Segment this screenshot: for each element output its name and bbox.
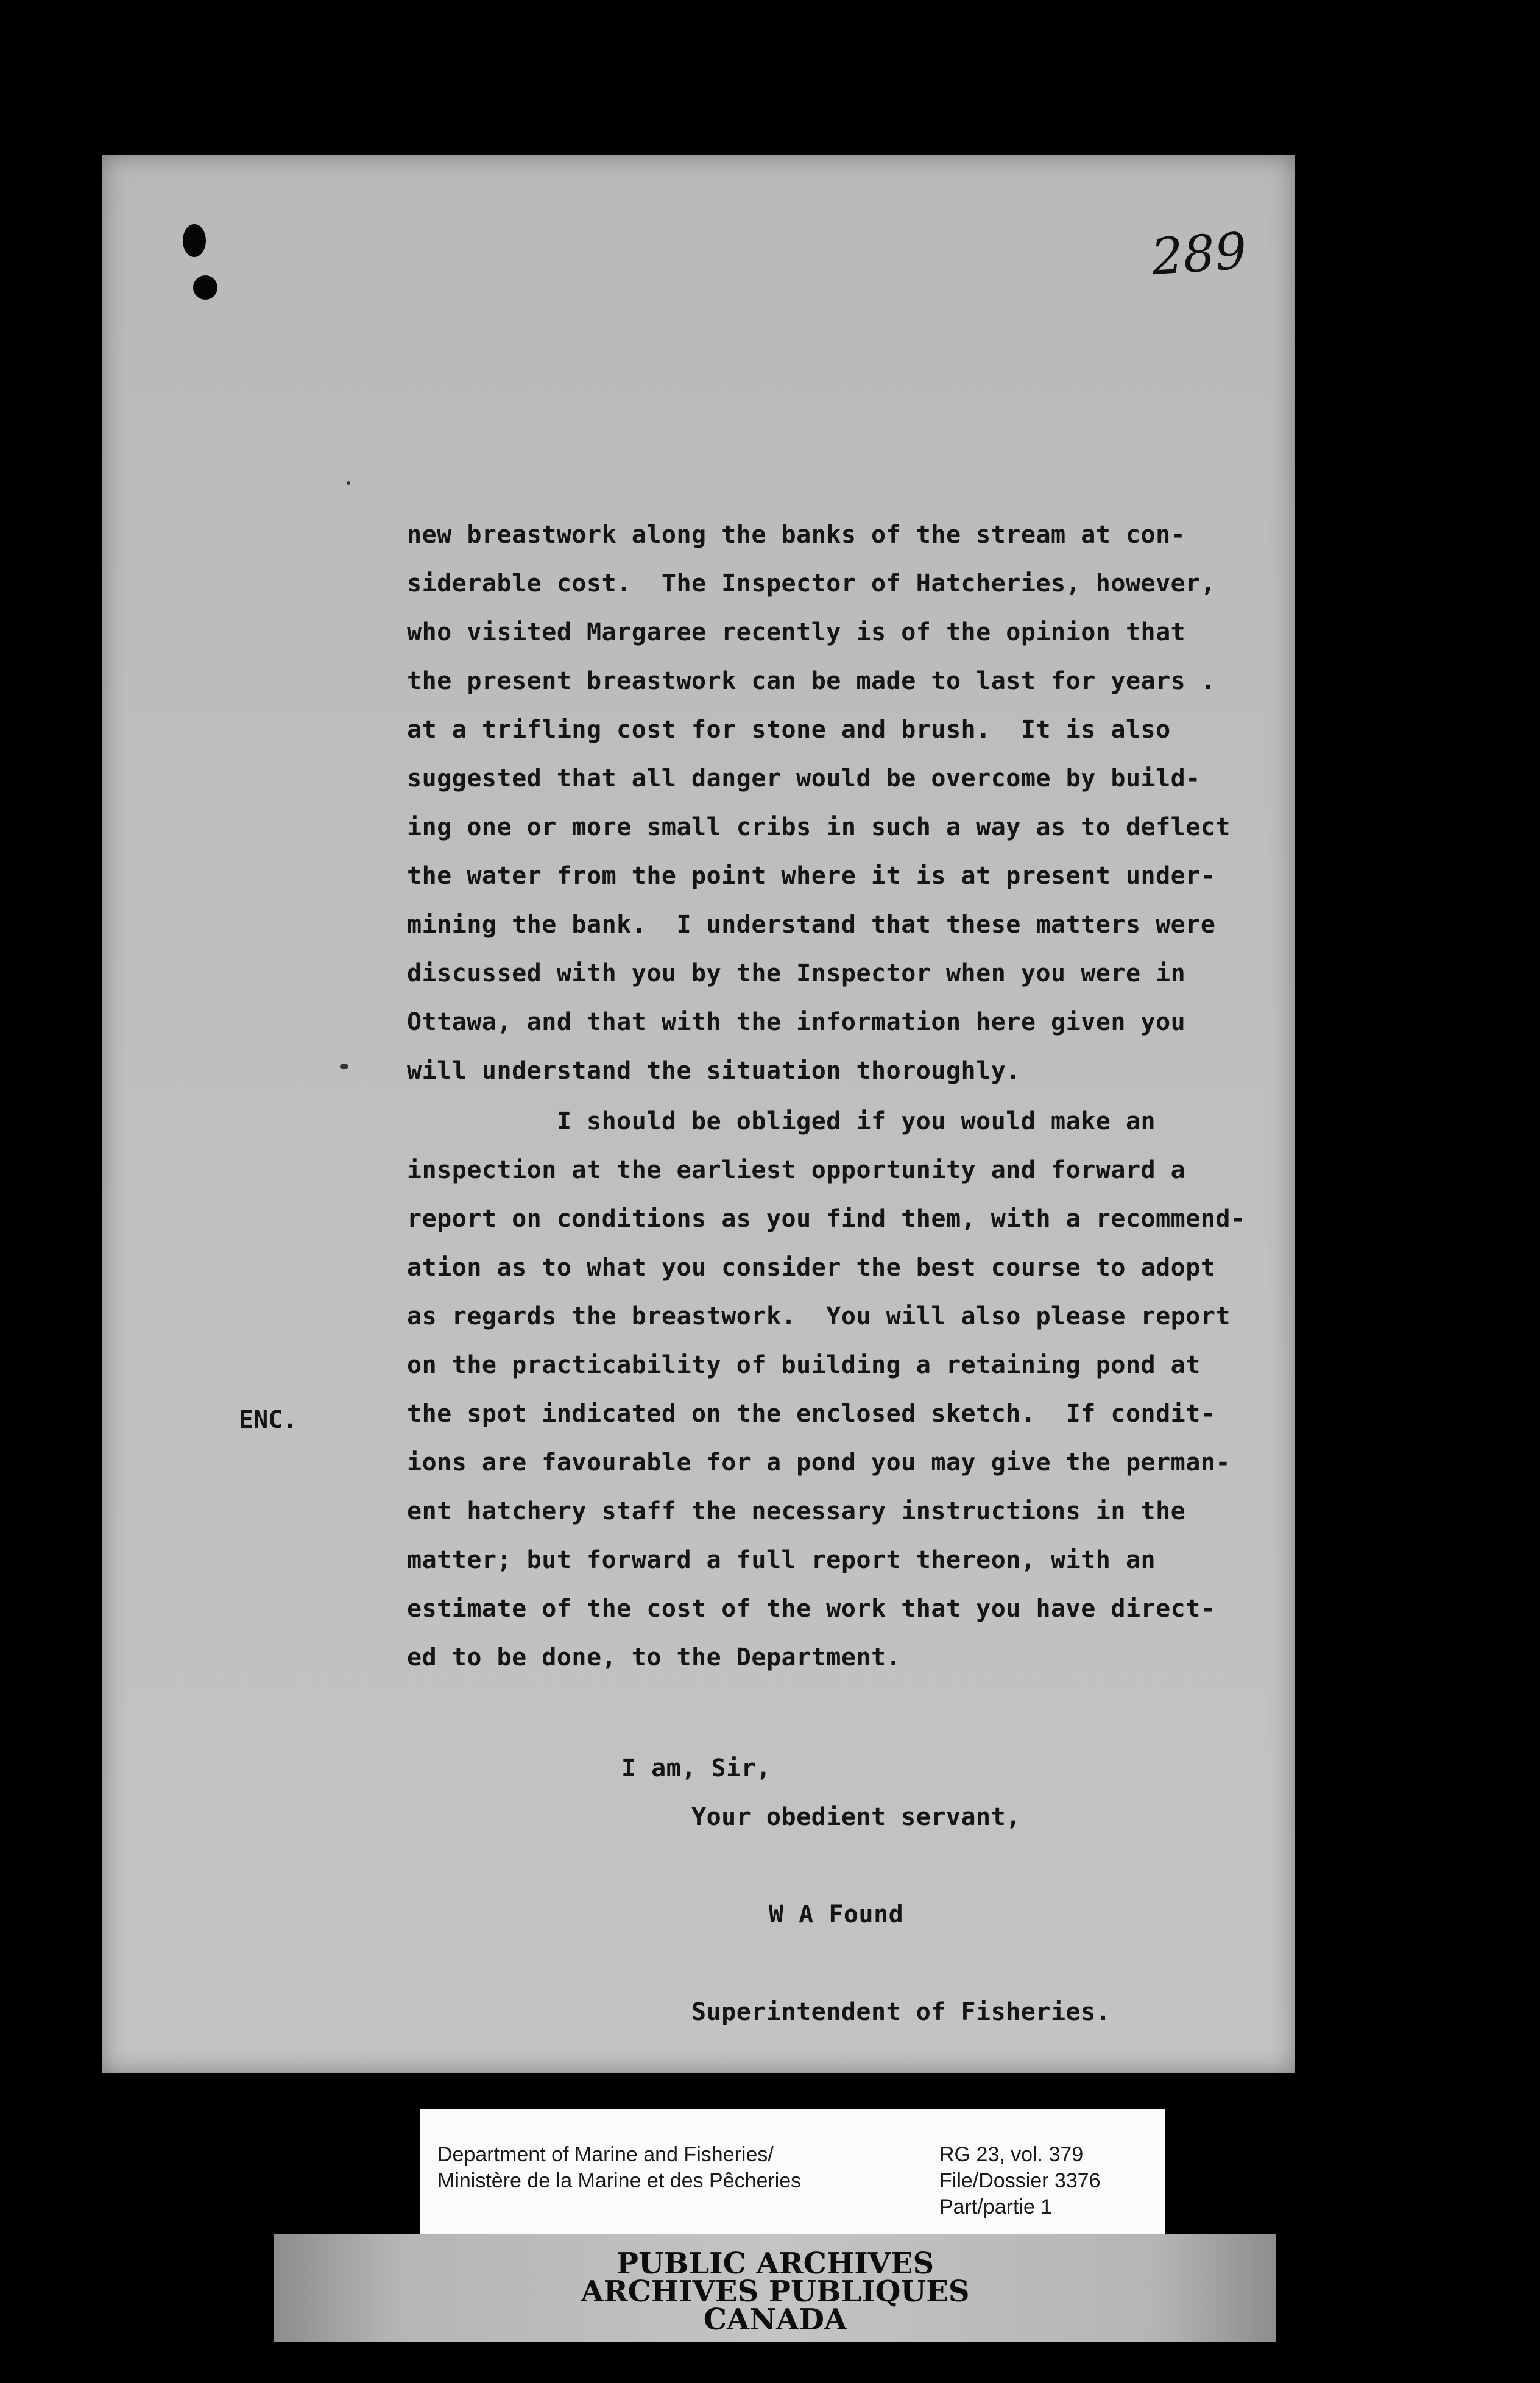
body-line: report on conditions as you find them, with a recommend-: [407, 1205, 1246, 1233]
body-line: discussed with you by the Inspector when you were in: [407, 959, 1186, 987]
archives-stamp: [274, 2234, 1276, 2342]
body-line: the present breastwork can be made to last for years .: [407, 667, 1216, 695]
label-record-group: RG 23, vol. 379: [939, 2143, 1084, 2166]
valediction: Your obedient servant,: [691, 1803, 1021, 1831]
body-line: new breastwork along the banks of the stream at con-: [407, 521, 1186, 549]
body-line: at a trifling cost for stone and brush. It is also: [407, 716, 1171, 744]
label-part: Part/partie 1: [939, 2195, 1053, 2219]
body-line: ions are favourable for a pond you may give the perman-: [407, 1449, 1231, 1477]
handwritten-page-number: 289: [1149, 222, 1249, 287]
body-line: I should be obliged if you would make an: [407, 1107, 1156, 1135]
body-line: siderable cost. The Inspector of Hatcheries, however,: [407, 570, 1216, 598]
enclosure-note: ENC.: [239, 1406, 298, 1434]
label-department-en: Department of Marine and Fisheries/: [437, 2143, 774, 2166]
body-line: estimate of the cost of the work that you have direct-: [407, 1595, 1216, 1623]
punch-hole-bottom: [193, 275, 217, 300]
body-line: Ottawa, and that with the information here given you: [407, 1008, 1186, 1036]
body-line: the water from the point where it is at present under-: [407, 862, 1216, 890]
body-line: ing one or more small cribs in such a way as to deflect: [407, 813, 1231, 841]
body-line: who visited Margaree recently is of the opinion that: [407, 618, 1186, 646]
label-file: File/Dossier 3376: [939, 2169, 1101, 2192]
stray-ink-mark: [340, 1064, 348, 1069]
label-department-fr: Ministère de la Marine et des Pêcheries: [437, 2169, 802, 2192]
body-line: as regards the breastwork. You will also please report: [407, 1302, 1231, 1330]
salutation: I am, Sir,: [621, 1754, 771, 1782]
body-line: on the practicability of building a retaining pond at: [407, 1351, 1201, 1379]
stray-ink-mark: [347, 481, 350, 485]
stamp-line-2: ARCHIVES PUBLIQUES: [581, 2275, 970, 2309]
signature: W A Found: [769, 1901, 904, 1929]
body-line: mining the bank. I understand that these matters were: [407, 911, 1216, 939]
stamp-line-1: PUBLIC ARCHIVES: [616, 2247, 934, 2281]
body-line: will understand the situation thoroughly.: [407, 1057, 1021, 1085]
body-line: ed to be done, to the Department.: [407, 1643, 902, 1672]
body-line: suggested that all danger would be overcome by build-: [407, 764, 1201, 793]
body-line: the spot indicated on the enclosed sketch. If condit-: [407, 1400, 1216, 1428]
punch-hole-top: [183, 224, 206, 257]
body-line: inspection at the earliest opportunity and forward a: [407, 1156, 1186, 1184]
body-line: ent hatchery staff the necessary instructions in the: [407, 1497, 1186, 1525]
body-line: ation as to what you consider the best course to adopt: [407, 1254, 1216, 1282]
stamp-line-3: CANADA: [703, 2303, 847, 2337]
signatory-title: Superintendent of Fisheries.: [691, 1998, 1111, 2026]
body-line: matter; but forward a full report thereon, with an: [407, 1546, 1156, 1574]
